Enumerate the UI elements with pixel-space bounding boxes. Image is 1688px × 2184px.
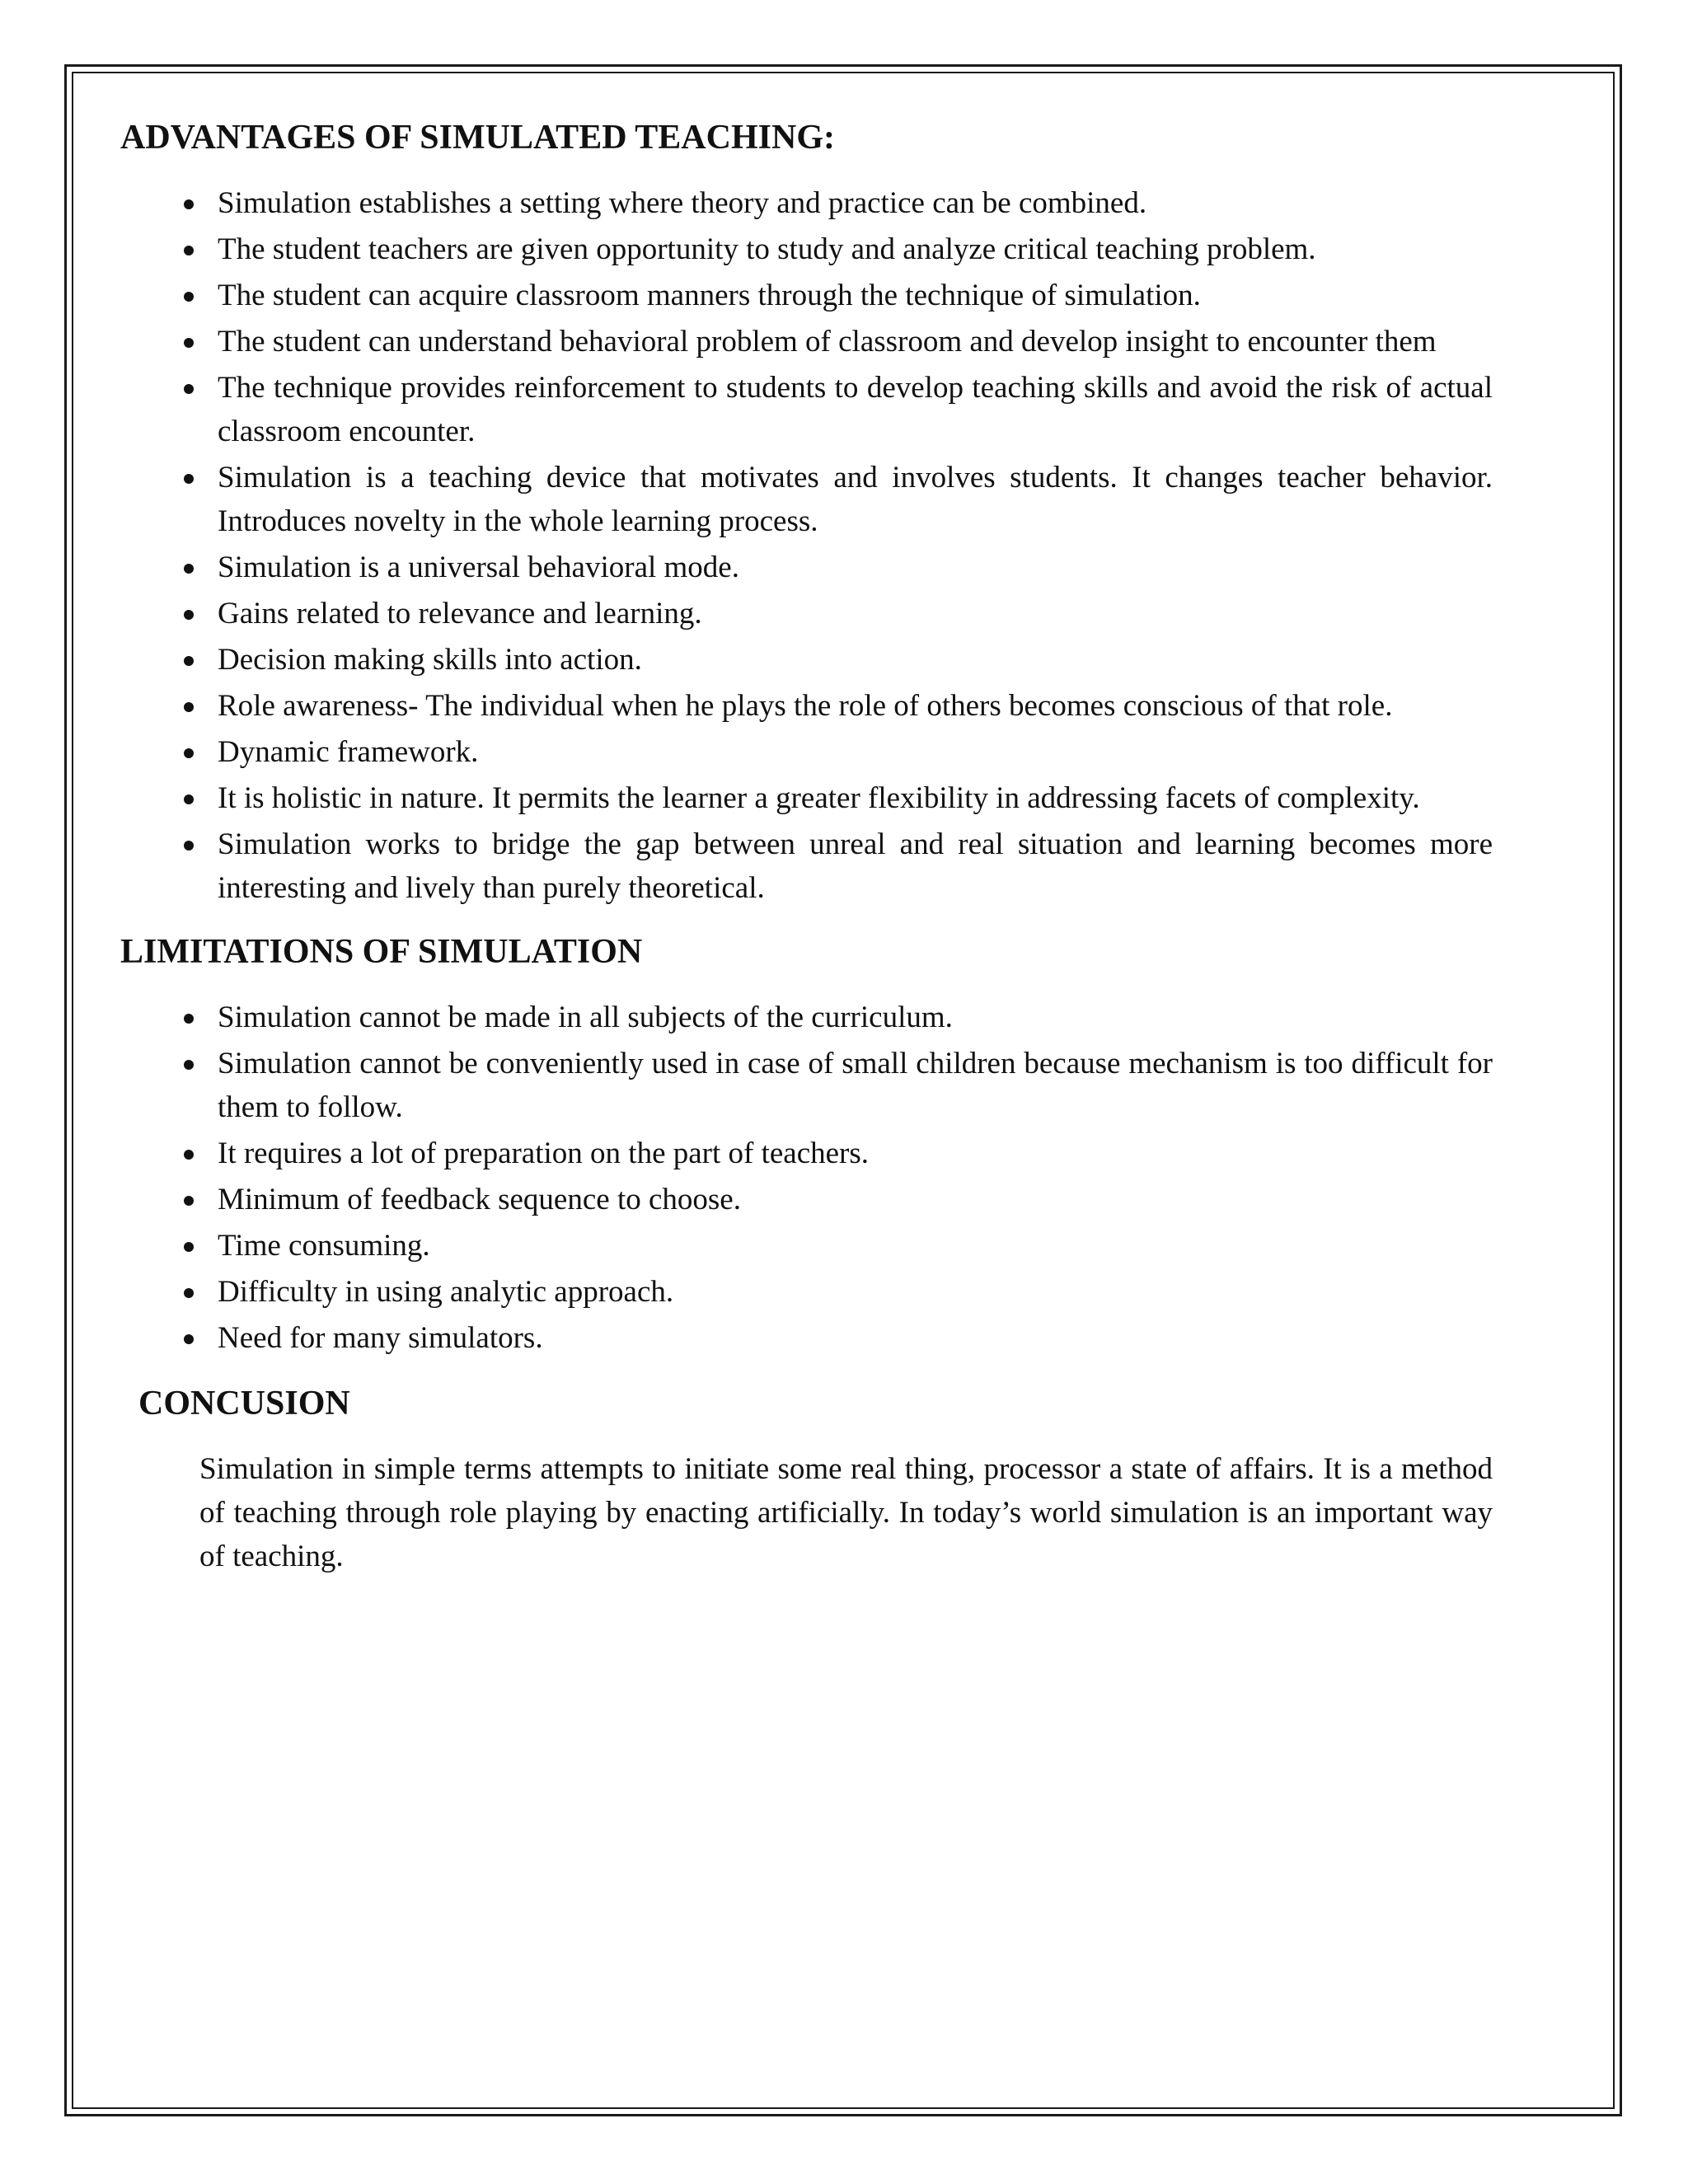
list-item-text: Role awareness- The individual when he plays the role of others becomes conscious of that role. (218, 689, 1393, 723)
list-item-text: Simulation works to bridge the gap between unreal and real situation and learning becomes more interesting and lively than purely theoretical. (218, 827, 1493, 905)
bullet-icon (184, 794, 194, 804)
bullet-icon (184, 656, 194, 666)
limitations-heading: LIMITATIONS OF SIMULATION (120, 933, 643, 971)
bullet-icon (184, 338, 194, 348)
list-item (120, 996, 1493, 1039)
list-item-text: It is holistic in nature. It permits the learner a greater flexibility in addressing facets of complexity. (218, 781, 1420, 815)
bullet-icon (184, 292, 194, 302)
list-item-text: Time consuming. (218, 1229, 430, 1263)
advantages-heading: ADVANTAGES OF SIMULATED TEACHING: (120, 119, 835, 157)
list-item-text: Simulation cannot be made in all subjects of the curriculum. (218, 1001, 953, 1034)
bullet-icon (184, 384, 194, 394)
advantages-list (120, 181, 1493, 910)
bullet-icon (184, 841, 194, 851)
list-item (120, 227, 1493, 271)
list-item (120, 456, 1493, 543)
list-item-text: Simulation cannot be conveniently used in case of small children because mechanism is too difficult for them to follow. (218, 1047, 1493, 1124)
bullet-icon (184, 748, 194, 758)
list-item (120, 1132, 1493, 1175)
bullet-icon (184, 702, 194, 712)
list-item (120, 684, 1493, 728)
list-item (120, 1270, 1493, 1314)
list-item (120, 1224, 1493, 1268)
bullet-icon (184, 610, 194, 620)
conclusion-paragraph: Simulation in simple terms attempts to initiate some real thing, processor a state of affairs. It is a method of teaching through role playing by enacting artificially. In today’s world simulation is an important way of teaching. (199, 1452, 1493, 1573)
conclusion-section (120, 1381, 1493, 1578)
list-item (120, 274, 1493, 317)
bullet-icon (184, 1060, 194, 1070)
list-item (120, 776, 1493, 820)
list-item (120, 730, 1493, 774)
list-item-text: Difficulty in using analytic approach. (218, 1275, 674, 1309)
bullet-icon (184, 1196, 194, 1206)
list-item-text: It requires a lot of preparation on the part of teachers. (218, 1137, 870, 1170)
list-item (120, 1316, 1493, 1360)
list-item (120, 546, 1493, 589)
list-item-text: Need for many simulators. (218, 1321, 543, 1355)
list-item-text: The technique provides reinforcement to students to develop teaching skills and avoid the risk of actual classroom encounter. (218, 371, 1493, 448)
list-item (120, 1042, 1493, 1129)
list-item-text: Simulation establishes a setting where theory and practice can be combined. (218, 186, 1147, 220)
limitations-section (120, 930, 1493, 1360)
advantages-section (120, 115, 1493, 910)
list-item-text: The student can acquire classroom manners through the technique of simulation. (218, 279, 1201, 312)
list-item (120, 181, 1493, 225)
list-item-text: The student can understand behavioral problem of classroom and develop insight to encounter them (218, 325, 1437, 359)
list-item (120, 638, 1493, 682)
bullet-icon (184, 1242, 194, 1252)
conclusion-heading: CONCUSION (138, 1385, 350, 1422)
list-item-text: The student teachers are given opportunity to study and analyze critical teaching problem. (218, 232, 1316, 266)
bullet-icon (184, 1288, 194, 1298)
list-item-text: Simulation is a universal behavioral mode. (218, 551, 739, 584)
list-item (120, 320, 1493, 363)
bullet-icon (184, 474, 194, 484)
limitations-list (120, 996, 1493, 1360)
list-item-text: Simulation is a teaching device that motivates and involves students. It changes teacher behavior. Introduces novelty in the whole learning process. (218, 461, 1493, 538)
list-item (120, 366, 1493, 453)
bullet-icon (184, 1014, 194, 1024)
bullet-icon (184, 1150, 194, 1160)
list-item-text: Dynamic framework. (218, 735, 479, 769)
bullet-icon (184, 1334, 194, 1344)
bullet-icon (184, 246, 194, 255)
list-item-text: Gains related to relevance and learning. (218, 597, 702, 630)
list-item-text: Minimum of feedback sequence to choose. (218, 1183, 741, 1216)
bullet-icon (184, 564, 194, 574)
list-item (120, 1178, 1493, 1221)
list-item (120, 823, 1493, 910)
list-item (120, 592, 1493, 635)
list-item-text: Decision making skills into action. (218, 643, 642, 677)
bullet-icon (184, 199, 194, 209)
document-content (120, 115, 1493, 1578)
